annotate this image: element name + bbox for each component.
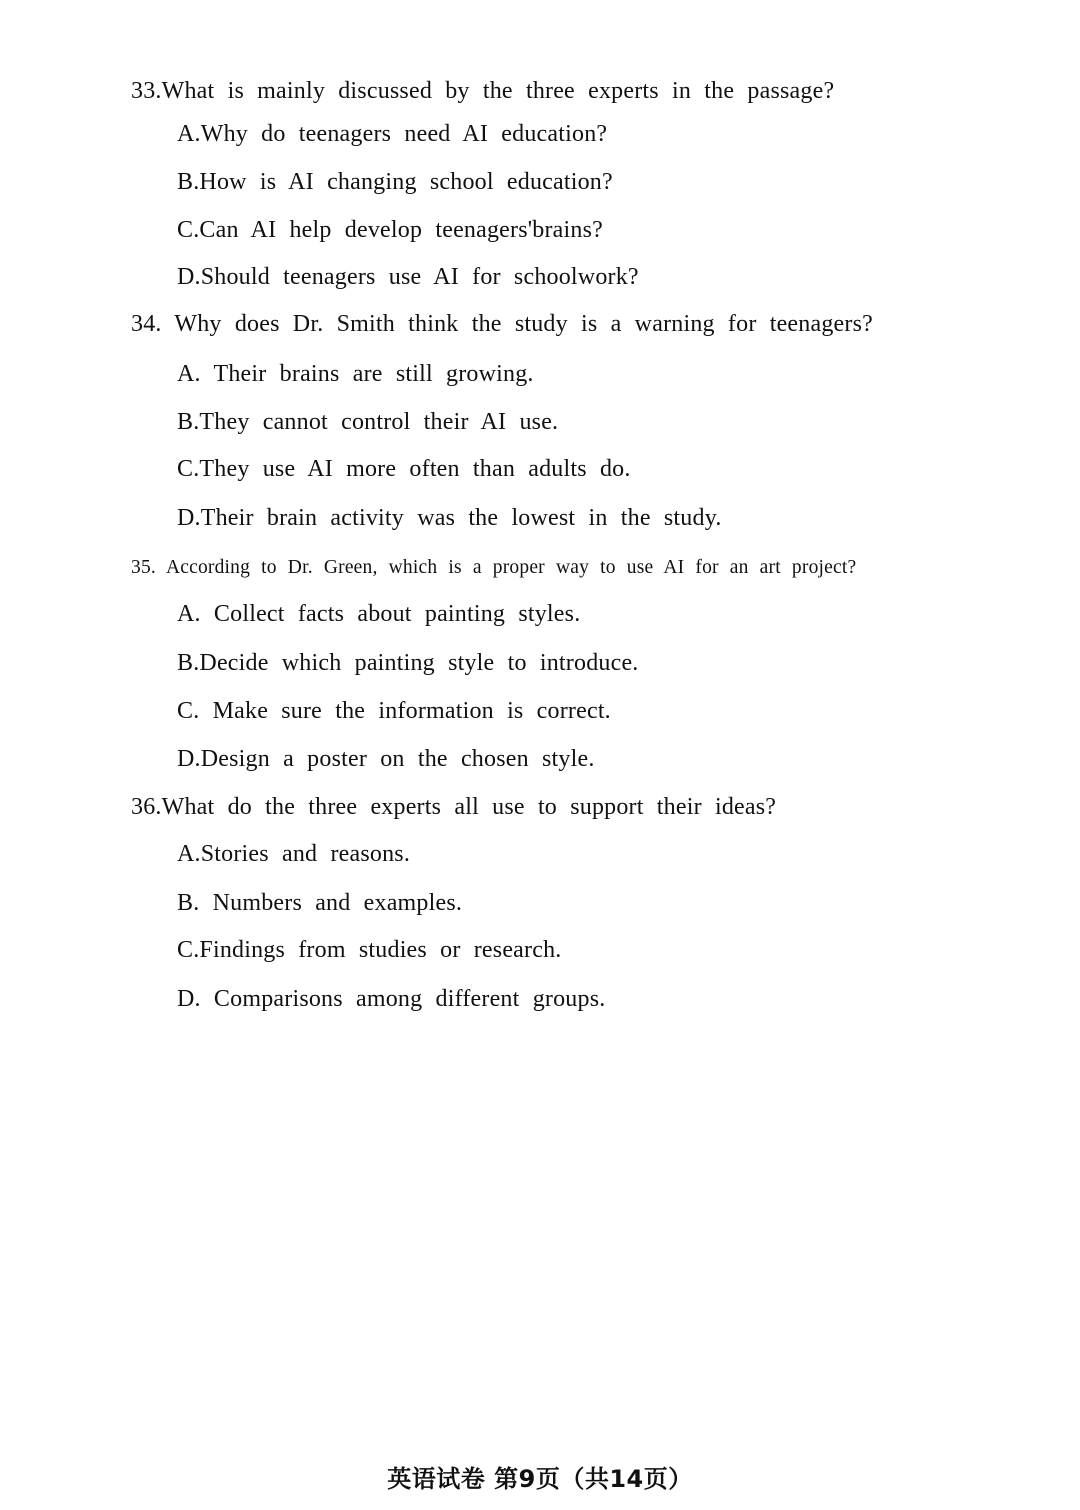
question-34-option-c: C.They use AI more often than adults do. [177, 456, 631, 482]
question-34-option-b: B.They cannot control their AI use. [177, 409, 559, 435]
question-36-option-c: C.Findings from studies or research. [177, 937, 562, 963]
question-36-stem: 36.What do the three experts all use to support their ideas? [131, 794, 777, 820]
question-35-option-a: A. Collect facts about painting styles. [177, 601, 581, 627]
question-35-option-b: B.Decide which painting style to introduce. [177, 650, 639, 676]
question-35-option-c: C. Make sure the information is correct. [177, 698, 611, 724]
question-36-option-d: D. Comparisons among different groups. [177, 986, 606, 1012]
question-34-option-d: D.Their brain activity was the lowest in the study. [177, 505, 722, 531]
question-33-option-d: D.Should teenagers use AI for schoolwork? [177, 264, 639, 290]
question-34-option-a: A. Their brains are still growing. [177, 361, 534, 387]
question-36-option-b: B. Numbers and examples. [177, 890, 463, 916]
question-34-stem: 34. Why does Dr. Smith think the study is a warning for teenagers? [131, 311, 873, 337]
question-33-option-a: A.Why do teenagers need AI education? [177, 121, 608, 147]
question-33-stem: 33.What is mainly discussed by the three experts in the passage? [131, 78, 835, 104]
question-33-option-b: B.How is AI changing school education? [177, 169, 613, 195]
question-35-stem: 35. According to Dr. Green, which is a proper way to use AI for an art project? [131, 557, 857, 578]
question-33-option-c: C.Can AI help develop teenagers'brains? [177, 217, 603, 243]
page-footer: 英语试卷 第9页（共14页） [387, 1465, 693, 1493]
question-35-option-d: D.Design a poster on the chosen style. [177, 746, 595, 772]
question-36-option-a: A.Stories and reasons. [177, 841, 411, 867]
